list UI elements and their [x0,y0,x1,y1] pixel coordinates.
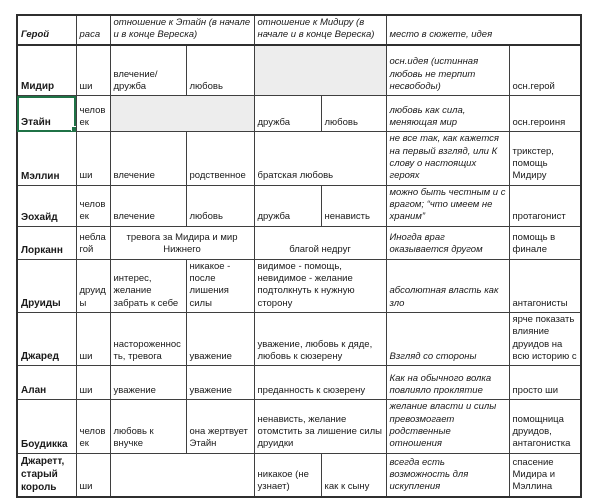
table-cell[interactable]: уважение, любовь к дяде, любовь к сюзерену [254,312,386,365]
table-cell[interactable]: она жертвует Этайн [186,400,254,453]
table-cell[interactable]: никакое - после лишения силы [186,259,254,312]
table-row [17,453,581,497]
table-cell[interactable]: человек [76,185,110,226]
table-cell[interactable]: родственное [186,132,254,185]
table-cell[interactable]: протагонист [509,185,581,226]
table-cell[interactable]: ши [76,132,110,185]
table-cell[interactable]: абсолютная власть как зло [386,259,509,312]
table-row [17,259,581,312]
table-cell[interactable]: не все так, как кажется на первый взгляд, или К слову о настоящих героях [386,132,509,185]
table-row [17,132,581,185]
header-midir-relation[interactable]: отношение к Мидиру (в начале и в конце Вереска) [254,15,386,45]
table-cell[interactable]: любовь [186,45,254,96]
table-row [17,226,581,259]
row-name-eohaid[interactable]: Эохайд [17,185,76,226]
table-row [17,96,581,132]
empty-cell[interactable] [110,453,254,497]
table-row [17,185,581,226]
row-name-midir[interactable]: Мидир [17,45,76,96]
table-cell[interactable]: человек [76,96,110,132]
table-cell[interactable]: осн.героиня [509,96,581,132]
table-cell[interactable]: интерес, желание забрать к себе [110,259,186,312]
table-cell[interactable]: человек [76,400,110,453]
table-body [17,15,581,497]
empty-shaded-cell[interactable] [254,45,386,96]
row-name-etain-selected[interactable]: Этайн [17,96,76,132]
table-cell[interactable]: любовь [321,96,386,132]
table-cell[interactable]: спасение Мидира и Мэллина [509,453,581,497]
table-cell[interactable]: любовь как сила, меняющая мир [386,96,509,132]
table-cell[interactable]: дружба [254,96,321,132]
table-cell[interactable]: видимое - помощь, невидимое - желание подтолкнуть к нужную сторону [254,259,386,312]
table-cell[interactable]: любовь [186,185,254,226]
table-cell[interactable]: влечение [110,132,186,185]
table-cell[interactable]: осн.идея (истинная любовь не терпит несвободы) [386,45,509,96]
table-cell[interactable]: настороженность, тревога [110,312,186,365]
table-cell[interactable]: помощница друидов, антагонистка [509,400,581,453]
table-cell[interactable]: всегда есть возможность для искупления [386,453,509,497]
table-cell[interactable]: друиды [76,259,110,312]
header-hero[interactable]: Герой [17,15,76,45]
table-row [17,45,581,96]
table-cell[interactable]: ненависть, желание отомстить за лишение силы друидки [254,400,386,453]
table-cell[interactable]: осн.герой [509,45,581,96]
table-cell[interactable]: желание власти и силы превозмогает родственные отношения [386,400,509,453]
table-cell[interactable]: уважение [186,312,254,365]
character-analysis-table [16,14,582,498]
table-cell[interactable]: преданность к сюзерену [254,366,386,400]
spreadsheet-view [16,14,605,498]
table-cell[interactable]: Взгляд со стороны [386,312,509,365]
header-etain-relation[interactable]: отношение к Этайн (в начале и в конце Вереска) [110,15,254,45]
table-row [17,400,581,453]
table-cell[interactable]: как к сыну [321,453,386,497]
table-cell[interactable]: любовь к внучке [110,400,186,453]
row-name-jarrett[interactable]: Джаретт, старый король [17,453,76,497]
table-cell[interactable]: тревога за Мидира и мир Нижнего [110,226,254,259]
table-cell[interactable]: ши [76,312,110,365]
header-plot-role[interactable]: место в сюжете, идея [386,15,581,45]
table-cell[interactable]: трикстер, помощь Мидиру [509,132,581,185]
table-cell[interactable]: братская любовь [254,132,386,185]
table-cell[interactable]: ши [76,45,110,96]
header-row [17,15,581,45]
table-cell[interactable]: уважение [110,366,186,400]
row-name-mellin[interactable]: Мэллин [17,132,76,185]
table-cell[interactable]: антагонисты [509,259,581,312]
table-cell[interactable]: ненависть [321,185,386,226]
table-cell[interactable]: ши [76,366,110,400]
table-cell[interactable]: ши [76,453,110,497]
row-name-alan[interactable]: Алан [17,366,76,400]
table-cell[interactable]: уважение [186,366,254,400]
table-cell[interactable]: влечение/ дружба [110,45,186,96]
table-cell[interactable]: благой недруг [254,226,386,259]
row-name-druids[interactable]: Друиды [17,259,76,312]
table-cell[interactable]: Иногда враг оказывается другом [386,226,509,259]
empty-shaded-cell[interactable] [110,96,254,132]
table-cell[interactable]: влечение [110,185,186,226]
row-name-boudicca[interactable]: Боудикка [17,400,76,453]
table-cell[interactable]: никакое (не узнает) [254,453,321,497]
row-name-jared[interactable]: Джаред [17,312,76,365]
table-cell[interactable]: ярче показать влияние друидов на всю историю с [509,312,581,365]
table-row [17,312,581,365]
row-name-lorcann[interactable]: Лорканн [17,226,76,259]
table-cell[interactable]: Как на обычного волка повлияло проклятие [386,366,509,400]
table-cell[interactable]: просто ши [509,366,581,400]
header-race[interactable]: раса [76,15,110,45]
table-cell[interactable]: дружба [254,185,321,226]
table-cell[interactable]: помощь в финале [509,226,581,259]
table-cell[interactable]: можно быть честным и с врагом; “что имеем не храним” [386,185,509,226]
table-cell[interactable]: неблагой [76,226,110,259]
table-row [17,366,581,400]
